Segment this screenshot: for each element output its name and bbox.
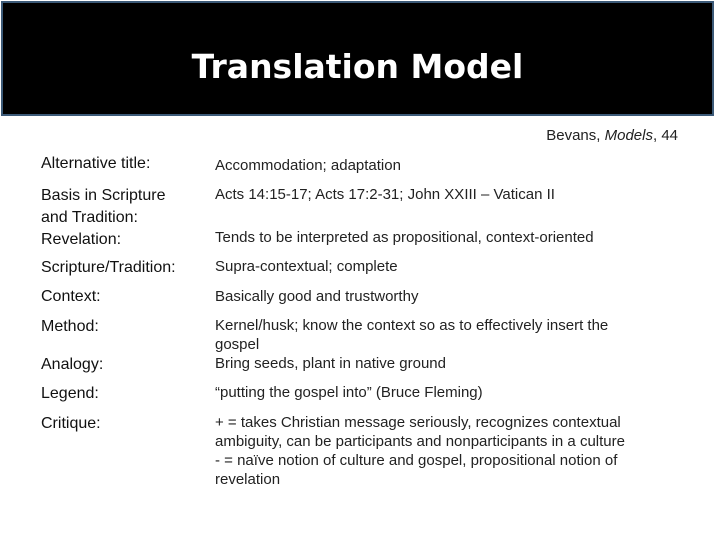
value-critique [215,413,675,489]
title-bar [1,1,714,116]
label-alternative-title: Alternative title: [41,155,151,172]
label-critique: Critique: [41,415,101,432]
citation-author: Bevans, [546,127,601,144]
value-basis: Acts 14:15-17; Acts 17:2-31; John XXIII – Vatican II [215,186,555,203]
label-analogy: Analogy: [41,356,104,373]
slide-title: Translation Model [191,47,524,86]
value-method-line1: Kernel/husk; know the context so as to effectively insert the [215,317,609,334]
value-critique-line2: ambiguity, can be participants and nonparticipants in a culture [215,433,625,450]
label-context: Context: [41,288,101,305]
citation: Bevans, Models, 44 [546,127,678,144]
citation-work: Models [604,127,653,144]
value-method [215,316,675,354]
value-alternative-title: Accommodation; adaptation [215,157,401,174]
value-legend: “putting the gospel into” (Bruce Fleming) [215,384,483,401]
value-scripture-tradition: Supra-contextual; complete [215,258,398,275]
value-critique-line4: revelation [215,471,281,488]
label-scripture-tradition: Scripture/Tradition: [41,259,176,276]
value-context: Basically good and trustworthy [215,288,419,305]
value-analogy: Bring seeds, plant in native ground [215,355,446,372]
label-basis-line1: Basis in Scripture [41,187,166,204]
citation-page: 44 [661,127,678,144]
label-legend: Legend: [41,385,99,402]
label-basis-line2: and Tradition: [41,209,138,226]
label-revelation: Revelation: [41,231,122,248]
value-critique-line1: + = takes Christian message seriously, recognizes contextual [215,414,621,431]
value-revelation: Tends to be interpreted as propositional, context-oriented [215,229,594,246]
value-critique-line3: - = naïve notion of culture and gospel, propositional notion of [215,452,618,469]
label-method: Method: [41,318,99,335]
value-method-line2: gospel [215,336,260,353]
